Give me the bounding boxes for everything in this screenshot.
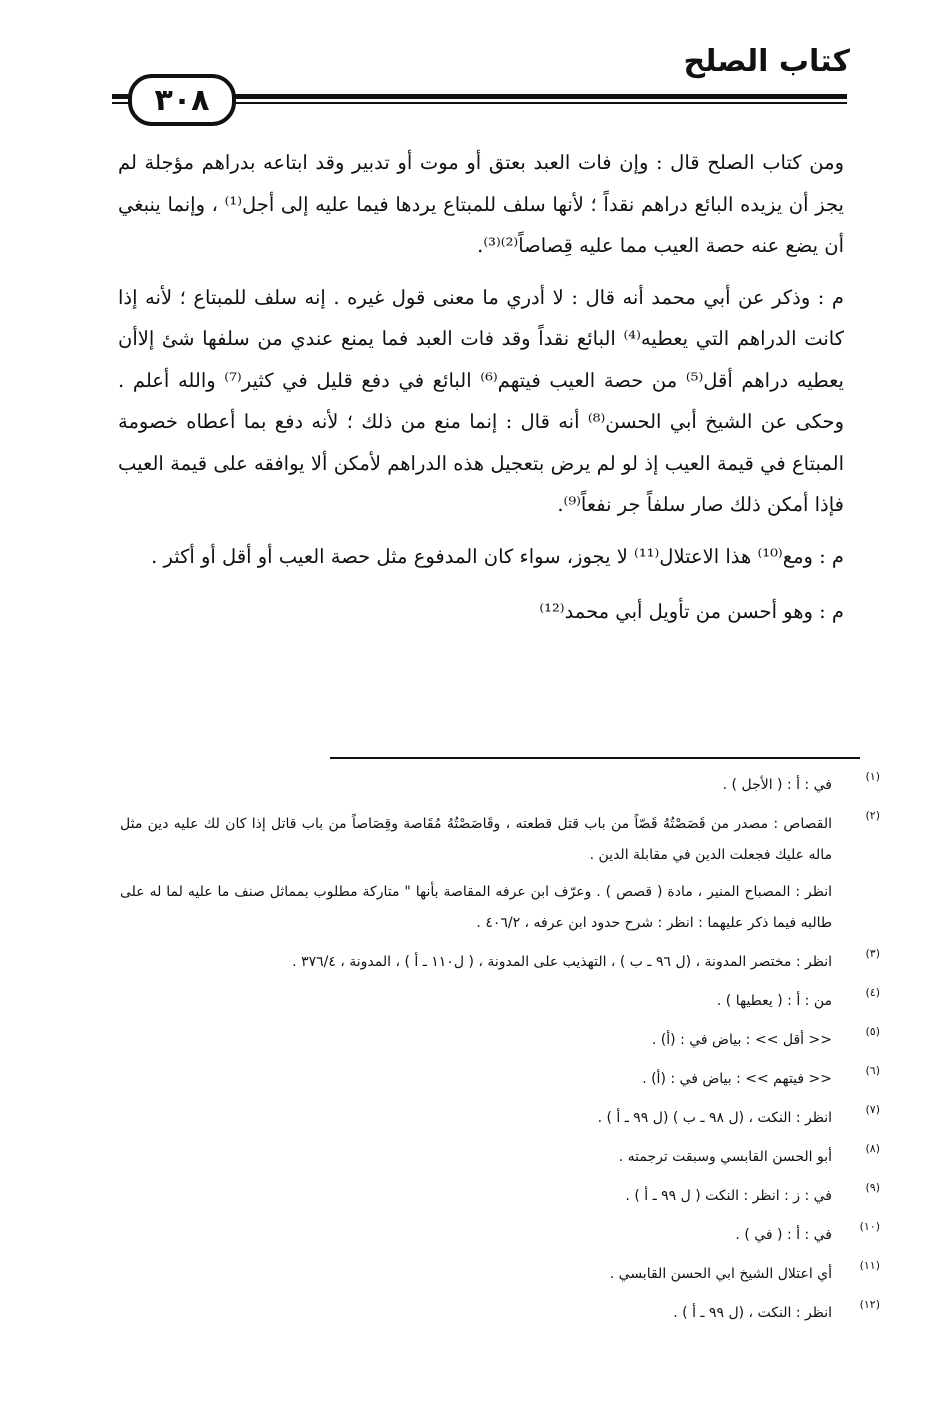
footnote-text: في : أ : ( في ) . (735, 1227, 832, 1243)
footnote-separator (330, 757, 860, 759)
paragraph-1: ومن كتاب الصلح قال : وإن فات العبد بعتق أو موت أو تدبير وقد ابتاعه بدراهم مؤجلة لم يجز أن يزيده البائع دراهم نقداً ؛ لأنها سلف للمبتاع يردها فيما عليه إلى أجل⁽¹⁾ ، وإنما ينبغي أن يضع عنه حصة العيب مما عليه قِصاصاً⁽²⁾⁽³⁾. (118, 151, 844, 257)
footnote-number: (٥) (865, 1025, 880, 1038)
footnote-text: من : أ : ( يعطيها ) . (716, 993, 832, 1009)
footnote-number: (٤) (865, 986, 880, 999)
footnote-text: في : أ : ( الأجل ) . (722, 777, 832, 793)
footnote-number: (٨) (865, 1142, 880, 1155)
footnote (120, 1142, 880, 1173)
footnote-text: انظر : مختصر المدونة ، (ل ٩٦ ـ ب ) ، التهذيب على المدونة ، ( ل١١٠ ـ أ ) ، المدونة ، ٣٧٦/٤ . (292, 954, 832, 970)
footnote (120, 1103, 880, 1134)
footnote-number: (١) (865, 770, 880, 783)
footnote-text: << أقل >> : بياض في : (أ) . (651, 1032, 832, 1048)
footnote-number: (١١) (859, 1259, 880, 1272)
footnote (120, 1064, 880, 1095)
paragraph-4: م : وهو أحسن من تأويل أبي محمد⁽¹²⁾ (539, 600, 844, 623)
footnote-text-continued: انظر : المصباح المنير ، مادة ( قصص ) . وعرّف ابن عرفه المقاصة بأنها " متاركة مطلوب بمماثل صنف ما عليه لما له على طالبه فيما ذكر عليهما : انظر : شرح حدود ابن عرفه ، ٤٠٦/٢ . (120, 884, 832, 931)
footnote (120, 809, 880, 939)
paragraph-2: م : وذكر عن أبي محمد أنه قال : لا أدري ما معنى قول غيره . إنه سلف للمبتاع ؛ لأنه إذا كانت الدراهم التي يعطيه⁽⁴⁾ البائع نقداً وقد فات العبد فما يمنع عندي من سلفها شئ إلاأن يعطيه دراهم أقل⁽⁵⁾ من حصة العيب فيتهم⁽⁶⁾ البائع في دفع قليل في كثير⁽⁷⁾ والله أعلم . وحكى عن الشيخ أبي الحسن⁽⁸⁾ أنه قال : إنما منع من ذلك ؛ لأنه دفع بما أعطاه خصومة المبتاع في قيمة العيب إذ لو لم يرض بتعجيل هذه الدراهم لأمكن ألا يوافقه على قيمة العيب فإذا أمكن ذلك صار سلفاً جر نفعاً⁽⁹⁾. (118, 285, 844, 516)
footnote-number: (٣) (865, 947, 880, 960)
footnote-number: (٦) (865, 1064, 880, 1077)
footnotes (120, 762, 880, 1329)
main-text (118, 142, 844, 633)
footnote (120, 1025, 880, 1056)
footnote (120, 770, 880, 801)
footnote (120, 1181, 880, 1212)
page-header (0, 0, 952, 130)
footnote (120, 986, 880, 1017)
paragraph-3: م : ومع⁽¹⁰⁾ هذا الاعتلال⁽¹¹⁾ لا يجوز، سواء كان المدفوع مثل حصة العيب أو أقل أو أكثر . (151, 544, 844, 568)
footnote (120, 947, 880, 978)
footnote-number: (٢) (865, 809, 880, 822)
book-title: كتاب الصلح (683, 44, 850, 79)
footnote-text: أبو الحسن القابسي وسبقت ترجمته . (618, 1149, 832, 1165)
footnote-text: << فيتهم >> : بياض في : (أ) . (642, 1071, 832, 1087)
footnote-text: انظر : النكت ، (ل ٩٩ ـ أ ) . (673, 1305, 832, 1321)
footnote-text: في : ز : انظر : النكت ( ل ٩٩ ـ أ ) . (625, 1188, 832, 1204)
footnote-number: (٧) (865, 1103, 880, 1116)
footnote-number: (٩) (865, 1181, 880, 1194)
footnote (120, 1298, 880, 1329)
page-number: ٣٠٨ (128, 74, 236, 126)
footnote (120, 1220, 880, 1251)
footnote (120, 1259, 880, 1290)
footnote-number: (١٠) (859, 1220, 880, 1233)
footnote-text: انظر : النكت ، (ل ٩٨ ـ ب ) (ل ٩٩ ـ أ ) . (597, 1110, 832, 1126)
footnote-text: القصاص : مصدر من قَصَصْتُهُ قَصّاً من باب قتل قطعته ، وقَاصَصْتُهُ مُقَاصة وقِصَاصاً من باب قاتل إذا كان لك عليه دين مثل ماله عليك فجعلت الدين في مقابلة الدين . (120, 816, 832, 863)
footnote-text: أي اعتلال الشيخ ابي الحسن القابسي . (609, 1266, 832, 1282)
footnote-number: (١٢) (859, 1298, 880, 1311)
